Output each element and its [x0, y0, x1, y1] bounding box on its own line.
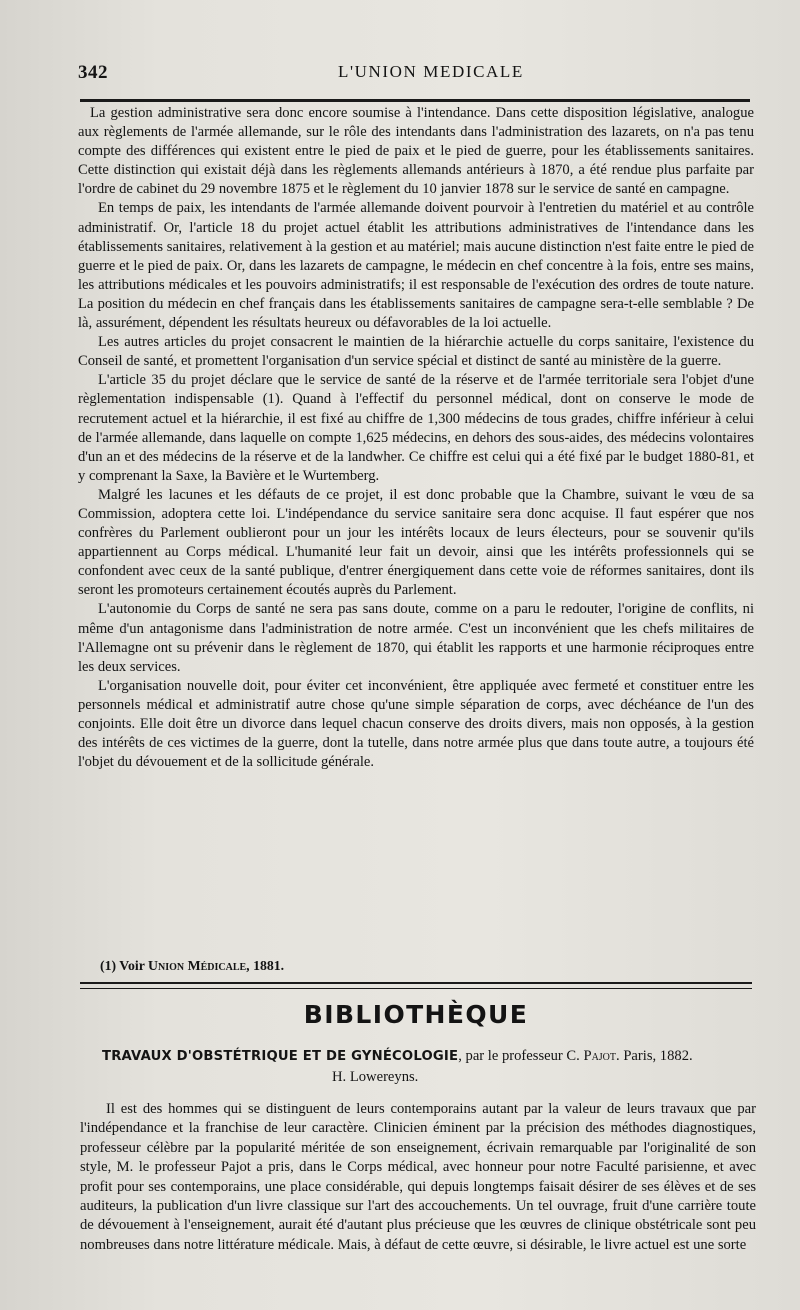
footnote-source: Union Médicale	[148, 958, 247, 973]
paragraph: La gestion administrative sera donc encore soumise à l'intendance. Dans cette disposition législative, analogue aux règlements de l'armée allemande, sur le rôle des intendants dans l'administration des lazarets, on n'a pas tenu compte des différences qui existent entre le pied de paix et le pied de guerre, pour les établissements sanitaires. Cette distinction qui existait déjà dans les règlements allemands antérieurs à 1870, a été rendue plus parfaite par l'ordre de cabinet du 29 novembre 1875 et le règlement du 10 janvier 1878 sur le service de santé en campagne.	[78, 105, 754, 198]
footnote-marker: (1) Voir	[100, 958, 149, 973]
paragraph: En temps de paix, les intendants de l'armée allemande doivent pourvoir à l'entretien du matériel et au contrôle administratif. Or, l'article 18 du projet actuel établit les attributions administratives de l'intendance dans les établissements sanitaires, relativement à la gestion et au matériel; mais aucune distinction n'est faite entre le pied de guerre et le pied de paix. Or, dans les lazarets de campagne, le médecin en chef concentre à la fois, entre ses mains, les attributions médicales et les pouvoirs administratifs; il est responsable de l'exécution des ordres de toute nature. La position du médecin en chef français dans les établissements sanitaires de campagne sera-t-elle semblable ? De là, assurément, dépendent les résultats heureux ou défavorables de la loi actuelle.	[78, 200, 754, 332]
page-number: 342	[78, 62, 108, 83]
paragraph: L'article 35 du projet déclare que le service de santé de la réserve et de l'armée territoriale sera l'objet d'une règlementation indispensable (1). Quand à l'effectif du personnel médical, dont on conserve le mode de recrutement actuel et la hiérarchie, il est fixé au chiffre de 1,300 médecins de tous grades, chiffre inférieur à celui de l'armée allemande, dans laquelle on compte 1,625 médecins, en dehors des sous-aides, des médecins volontaires d'un an et des médecins de la réserve et de la landwher. Ce chiffre est celui qui a été fixé par le budget 1880-81, et y comprenant la Saxe, la Bavière et le Wurtemberg.	[78, 372, 754, 484]
citation-work-title: TRAVAUX D'OBSTÉTRIQUE ET DE GYNÉCOLOGIE	[102, 1049, 459, 1064]
citation-author: Pajot	[583, 1048, 617, 1064]
paragraph: Les autres articles du projet consacrent le maintien de la hiérarchie actuelle du corps sanitaire, l'existence du Conseil de santé, et promettent l'organisation d'un service spécial et distinct de santé au ministère de la guerre.	[78, 334, 754, 370]
paragraph: L'organisation nouvelle doit, pour éviter cet inconvénient, être appliquée avec fermeté et constituer entre les personnels médical et administratif autre chose qu'une simple séparation de corps, avec déchéance de l'un des conjoints. Elle doit être un divorce dans lequel chacun conserve des droits divers, mais non opposés, à la gestion des intérêts de ces victimes de la guerre, dont la tutelle, dans notre armée plus que dans toute autre, a toujours été l'objet du dévouement et de la sollicitude générale.	[78, 677, 754, 771]
paragraph: Malgré les lacunes et les défauts de ce projet, il est donc probable que la Chambre, suivant le vœu de sa Commission, adoptera cette loi. L'indépendance du service sanitaire sera donc acquise. Il faut espérer que nos confrères du Parlement oublieront pour un jour les intérêts locaux de leurs électeurs, pour se souvenir qu'ils appartiennent au Corps médical. L'humanité leur fait un devoir, ainsi que les intérêts professionnels qui se confondent avec ceux de la santé publique, d'entrer énergiquement dans cette voie de réformes sanitaires, dont ils seront les promoteurs certainement écoutés auprès du Parlement.	[78, 486, 754, 599]
review-paragraph: Il est des hommes qui se distinguent de leurs contemporains autant par la valeur de leurs travaux que par l'indépendance et la franchise de leur caractère. Clinicien éminent par la précision des méthodes diagnostiques, professeur célèbre par la popularité méritée de son enseignement, écrivain remarquable par l'originalité de son style, M. le professeur Pajot a pris, dans le Corps médical, avec honneur pour notre Faculté parisienne, et avec profit pour ses contemporains, une place considérable, qui depuis longtemps faisait désirer de ses élèves et de ses auditeurs, la publication d'un livre classique sur l'art des accouchements. Un tel ouvrage, fruit d'une carrière toute de dévouement à l'enseignement, aurait été d'autant plus précieuse que les œuvres de clinique obstétricale sont peu nombreuses dans notre littérature médicale. Mais, à défaut de cette œuvre, si désirable, le livre actuel est une sorte	[80, 1101, 756, 1253]
citation-reviewer: H. Lowereyns.	[332, 1069, 419, 1085]
footnote	[100, 958, 284, 974]
running-head: L'UNION MEDICALE	[338, 62, 524, 81]
citation-place-date: . Paris, 1882.	[616, 1048, 693, 1064]
header-rule	[80, 99, 750, 102]
book-citation	[102, 1046, 752, 1087]
section-rule-upper	[80, 982, 752, 984]
section-title: BIBLIOTHÈQUE	[303, 1000, 529, 1029]
page-header	[78, 60, 758, 86]
footnote-year: , 1881.	[246, 958, 285, 973]
paragraph: L'autonomie du Corps de santé ne sera pas sans doute, comme on a paru le redouter, l'origine de conflits, ni même d'un antagonisme dans l'administration de notre armée. C'est un inconvénient que les chefs militaires de l'Allemagne ont su prévenir dans le règlement de 1870, qui établit les rapports et une harmonie réciproques entre les deux services.	[78, 601, 754, 675]
section-rule-lower	[80, 988, 752, 989]
citation-by: , par le professeur C.	[458, 1048, 584, 1064]
article-body	[78, 104, 754, 772]
review-body	[80, 1100, 756, 1255]
